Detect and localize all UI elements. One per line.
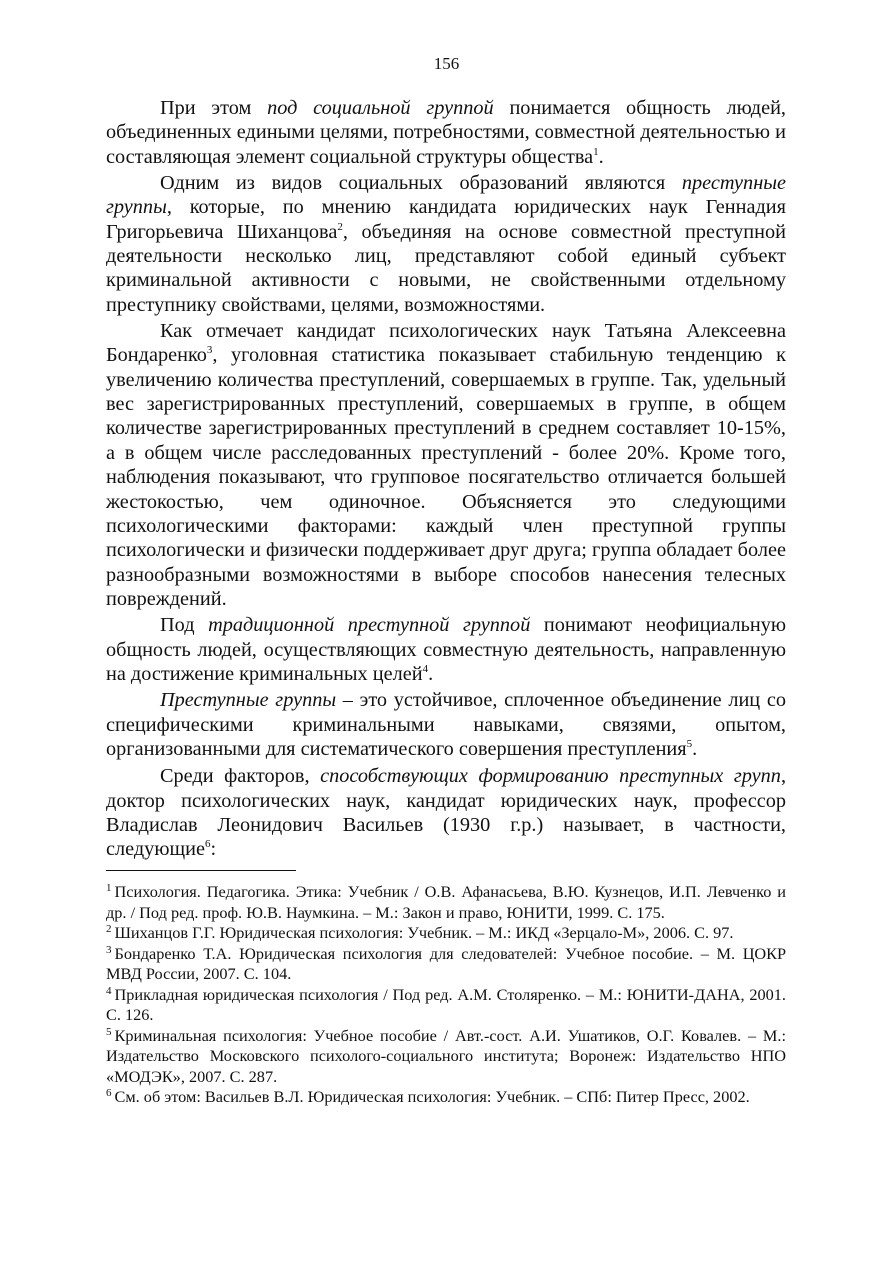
footnotes [106, 882, 786, 1108]
footnote [106, 923, 786, 944]
text-run: понимают неофициальную общность людей, осуществляющих совместную деятельность, направленную на достижение криминальных целей [106, 614, 786, 685]
footnote-text: См. об этом: Васильев В.Л. Юридическая психология: Учебник. – СПб: Питер Пресс, 2002. [114, 1087, 750, 1106]
footnote-ref: 1 [593, 145, 599, 158]
text-run: , объединяя на основе совместной преступной деятельности несколько лиц, представляют собой единый субъект криминальной активности с новыми, не свойственными отдельному преступнику свойствами, целями, возможностями. [106, 220, 786, 316]
footnote-ref: 6 [204, 838, 211, 851]
footnote-number: 2 [106, 923, 112, 935]
italic-term: способствующих формированию преступных групп [320, 765, 781, 788]
footnote-number: 1 [106, 882, 112, 894]
text-run: : [210, 838, 217, 861]
footnote-text: Криминальная психология: Учебное пособие / Авт.-сост. А.И. Ушатиков, О.Г. Ковалев. – М.: Издательство Московского психолого-социального института; Воронеж: Издательство НПО «МОДЭК», 2007. С. 287. [106, 1025, 786, 1086]
text-run: . [428, 662, 434, 685]
text-run: . [598, 145, 604, 168]
footnote-text: Бондаренко Т.А. Юридическая психология для следователей: Учебное пособие. – М. ЦОКР МВД России, 2007. С. 104. [106, 943, 786, 983]
body-text [106, 96, 786, 862]
footnote-text: Прикладная юридическая психология / Под ред. А.М. Столяренко. – М.: ЮНИТИ-ДАНА, 2001. С. 126. [106, 984, 786, 1024]
italic-term: под социальной группой [267, 97, 494, 119]
footnote-ref: 3 [206, 344, 213, 357]
footnote-separator [106, 870, 296, 871]
footnote [106, 882, 786, 923]
footnote-ref: 2 [337, 220, 343, 233]
text-run: , которые, по мнению кандидата юридических наук Геннадия Григорьевича Шиханцова [106, 196, 786, 243]
footnote-number: 4 [106, 984, 112, 997]
text-run: , доктор психологических наук, кандидат юридических наук, профессор Владислав Леонидович Васильев (1930 г.р.) называет, в частности, следующие [106, 765, 787, 861]
page-number: 156 [433, 54, 460, 73]
footnote-text: Психология. Педагогика. Этика: Учебник / О.В. Афанасьева, В.Ю. Кузнецов, И.П. Левченко и др. / Под ред. проф. Ю.В. Наумкина. – М.: Закон и право, ЮНИТИ, 1999. С. 175. [106, 882, 786, 922]
text-run: Под [160, 614, 209, 637]
text-run: понимается общность людей, объединенных едиными целями, потребностями, совместной деятельностью и составляющая элемент социальной структуры общества [106, 97, 786, 168]
italic-term: традиционной преступной группой [208, 614, 531, 637]
footnote-ref: 5 [686, 737, 693, 750]
footnote-text: Шиханцов Г.Г. Юридическая психология: Учебник. – М.: ИКД «Зерцало-М», 2006. С. 97. [114, 923, 734, 942]
footnote-number: 5 [106, 1025, 112, 1038]
paragraph [106, 613, 786, 686]
text-run: – это устойчивое, сплоченное объединение лиц со специфическими криминальными навыками, связями, опытом, организованными для систематического совершения преступления [106, 689, 786, 760]
footnote-number: 6 [106, 1087, 112, 1099]
italic-term: преступные группы [106, 172, 786, 219]
text-run: , уголовная статистика показывает стабильную тенденцию к увеличению количества преступлений, совершаемых в группе. Так, удельный вес зарегистрированных преступлений, совершаемых в группе, в общем количестве зарегистрированных преступлений в среднем составляет 10-15%, а в общем числе расследованных преступлений - более 20%. Кроме того, наблюдения показывают, что групповое посягательство отличается большей жестокостью, чем одиночное. Объясняется это следующими психологическими факторами: каждый член преступной группы психологически и физически поддерживает друг друга; группа обладает более разнообразными возможностями в выборе способов нанесения телесных повреждений. [106, 344, 786, 610]
paragraph [106, 171, 786, 317]
text-run: . [692, 737, 698, 760]
footnote [106, 1087, 786, 1108]
text-run: Одним из видов социальных образований являются [160, 172, 682, 195]
paragraph [106, 764, 786, 861]
text-run: При этом [160, 97, 268, 119]
footnote [106, 1026, 786, 1088]
footnote-number: 3 [106, 943, 112, 956]
paragraph [106, 96, 786, 169]
italic-term: Преступные группы [160, 689, 337, 712]
footnote [106, 985, 786, 1026]
paragraph [106, 688, 786, 761]
footnote-ref: 4 [422, 662, 429, 675]
footnote [106, 944, 786, 985]
text-run: Как отмечает кандидат психологических наук Татьяна Алексеевна Бондаренко [106, 320, 786, 367]
text-run: Среди факторов, [160, 765, 321, 788]
paragraph [106, 319, 786, 611]
